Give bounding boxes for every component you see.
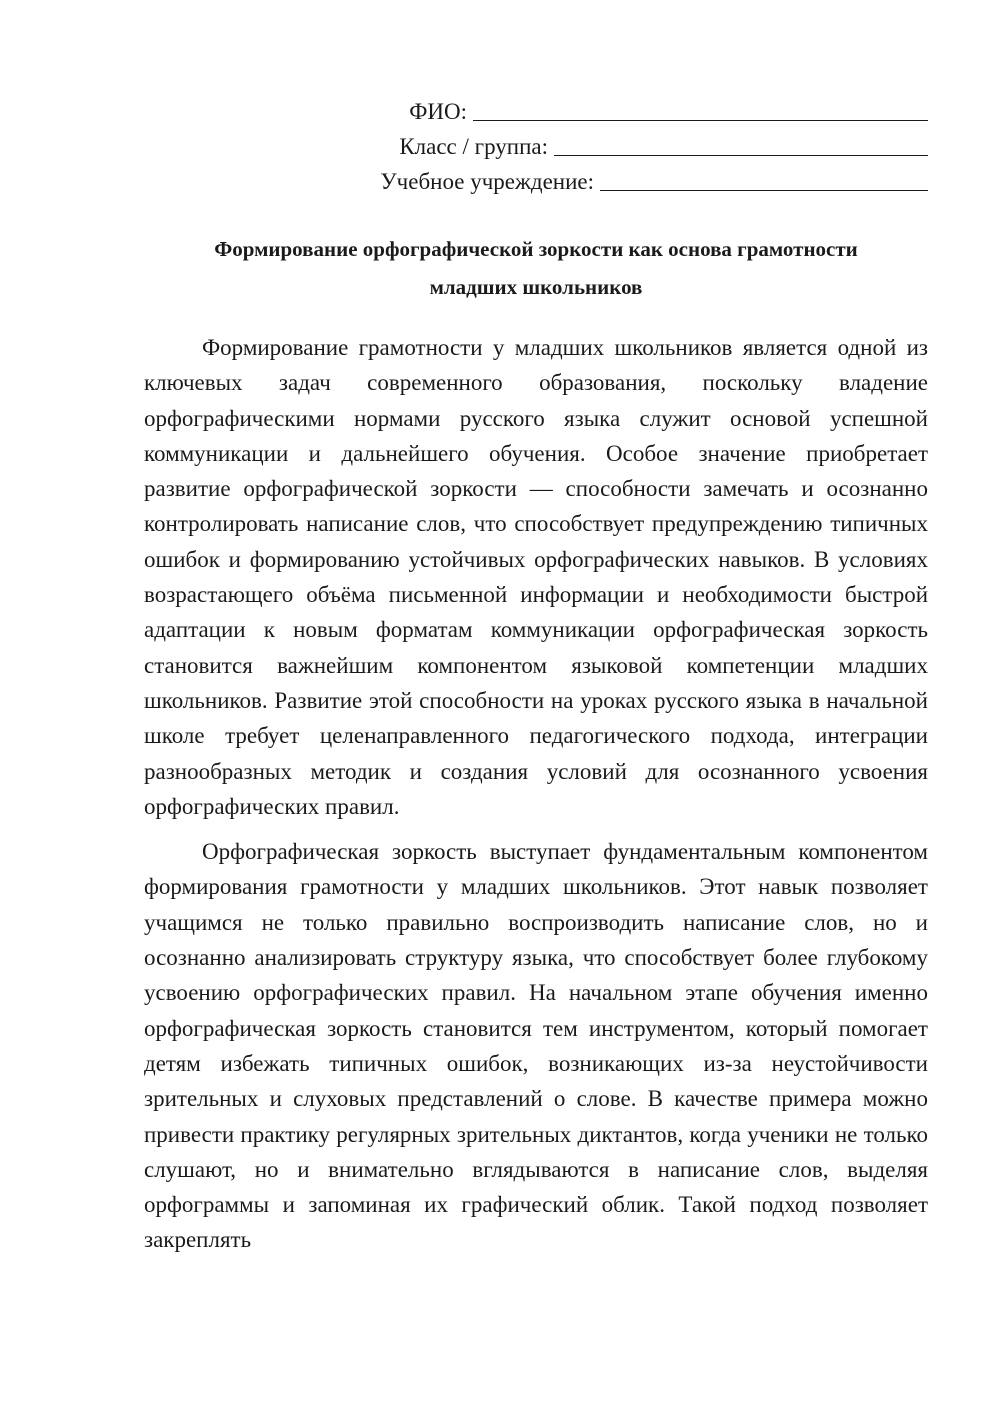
class-field-row xyxy=(328,127,928,162)
body-text xyxy=(144,330,928,1258)
fio-label: ФИО: xyxy=(409,99,467,124)
fio-field-row xyxy=(328,92,928,127)
school-label: Учебное учреждение: xyxy=(380,169,594,194)
fio-blank-line xyxy=(473,96,928,121)
student-info-fields xyxy=(328,92,928,197)
paragraph-1: Формирование грамотности у младших школьников является одной из ключевых задач современного образования, поскольку владение орфографическими нормами русского языка служит основой успешной коммуникации и дальнейшего обучения. Особое значение приобретает развитие орфографической зоркости — способности замечать и осознанно контролировать написание слов, что способствует предупреждению типичных ошибок и формированию устойчивых орфографических навыков. В условиях возрастающего объёма письменной информации и необходимости быстрой адаптации к новым форматам коммуникации орфографическая зоркость становится важнейшим компонентом языковой компетенции младших школьников. Развитие этой способности на уроках русского языка в начальной школе требует целенаправленного педагогического подхода, интеграции разнообразных методик и создания условий для осознанного усвоения орфографических правил. xyxy=(144,335,928,819)
class-blank-line xyxy=(554,131,928,156)
school-blank-line xyxy=(600,166,928,191)
paragraph-2: Орфографическая зоркость выступает фундаментальным компонентом формирования грамотности у младших школьников. Этот навык позволяет учащимся не только правильно воспроизводить написание слов, но и осознанно анализировать структуру языка, что способствует более глубокому усвоению орфографических правил. На начальном этапе обучения именно орфографическая зоркость становится тем инструментом, который помогает детям избежать типичных ошибок, возникающих из-за неустойчивости зрительных и слуховых представлений о слове. В качестве примера можно привести практику регулярных зрительных диктантов, когда ученики не только слушают, но и внимательно вглядываются в написание слов, выделяя орфограммы и запоминая их графический облик. Такой подход позволяет закреплять xyxy=(144,839,928,1253)
title-line-1: Формирование орфографической зоркости как основа грамотности xyxy=(214,237,858,261)
class-label: Класс / группа: xyxy=(399,134,548,159)
school-field-row xyxy=(328,162,928,197)
title-line-2: младших школьников xyxy=(429,275,643,299)
document-title xyxy=(144,230,928,306)
